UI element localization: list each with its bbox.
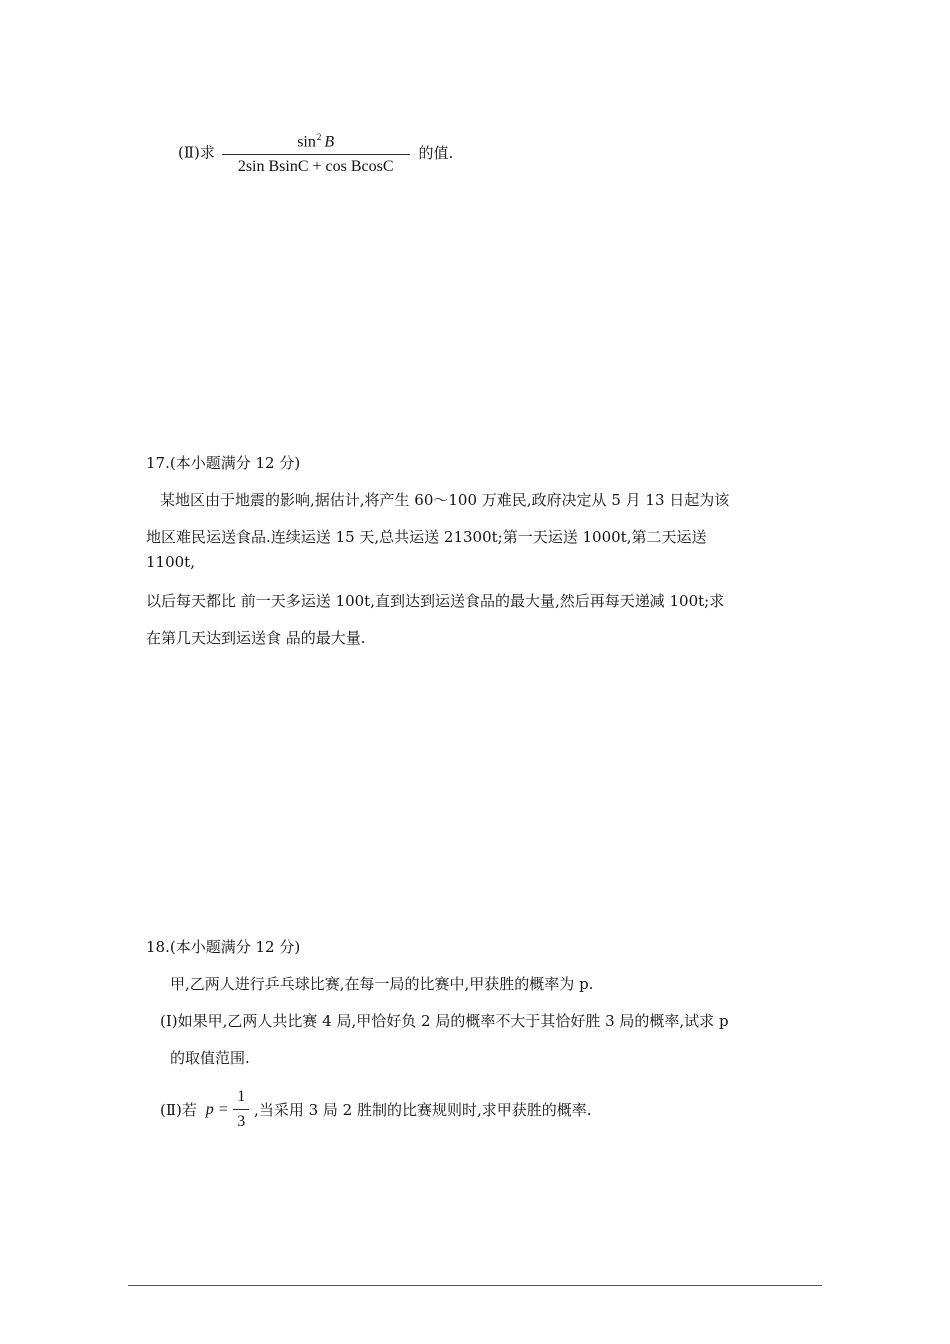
q18-part1-line-1: (I)如果甲,乙两人共比赛 4 局,甲恰好负 2 局的概率不大于其恰好胜 3 局的概率,试求 p (160, 1012, 729, 1030)
q16-part2 (178, 128, 453, 176)
q17-line-1: 某地区由于地震的影响,据估计,将产生 60～100 万难民,政府决定从 5 月 13 日起为该 (160, 491, 730, 509)
q18-heading: 18.(本小题满分 12 分) (146, 938, 301, 956)
q17-line-2: 地区难民运送食品.连续运送 15 天,总共运送 21300t;第一天运送 1000t,第二天运送 (146, 528, 707, 546)
q18-part2-numerator: 1 (237, 1088, 246, 1105)
q18-part2 (160, 1088, 592, 1131)
q18-part2-variable: p = (205, 1100, 229, 1118)
q16-part2-prefix: (Ⅱ)求 (178, 143, 215, 162)
q18-part2-denominator: 3 (233, 1109, 249, 1131)
q18-part2-suffix: ,当采用 3 局 2 胜制的比赛规则时,求甲获胜的概率. (254, 1101, 592, 1119)
q18-part2-prefix: (Ⅱ)若 (160, 1101, 197, 1119)
footer-divider (128, 1285, 822, 1286)
q18-intro: 甲,乙两人进行乒乓球比赛,在每一局的比赛中,甲获胜的概率为 p. (170, 975, 594, 993)
q16-fraction-denominator: 2sin BsinC + cos BcosC (222, 154, 410, 176)
q17-line-5: 在第几天达到运送食 品的最大量. (146, 629, 366, 647)
q17-line-3: 1100t, (146, 553, 195, 571)
q16-fraction-numerator: $\sin^2 B$ (297, 132, 335, 151)
q17-heading: 17.(本小题满分 12 分) (146, 454, 301, 472)
q18-part2-fraction (233, 1088, 249, 1131)
q18-part1-line-2: 的取值范围. (170, 1049, 250, 1067)
q16-part2-suffix: 的值. (418, 143, 454, 162)
q16-fraction (222, 128, 410, 176)
q17-line-4: 以后每天都比 前一天多运送 100t,直到达到运送食品的最大量,然后再每天递减 100t;求 (146, 592, 725, 610)
